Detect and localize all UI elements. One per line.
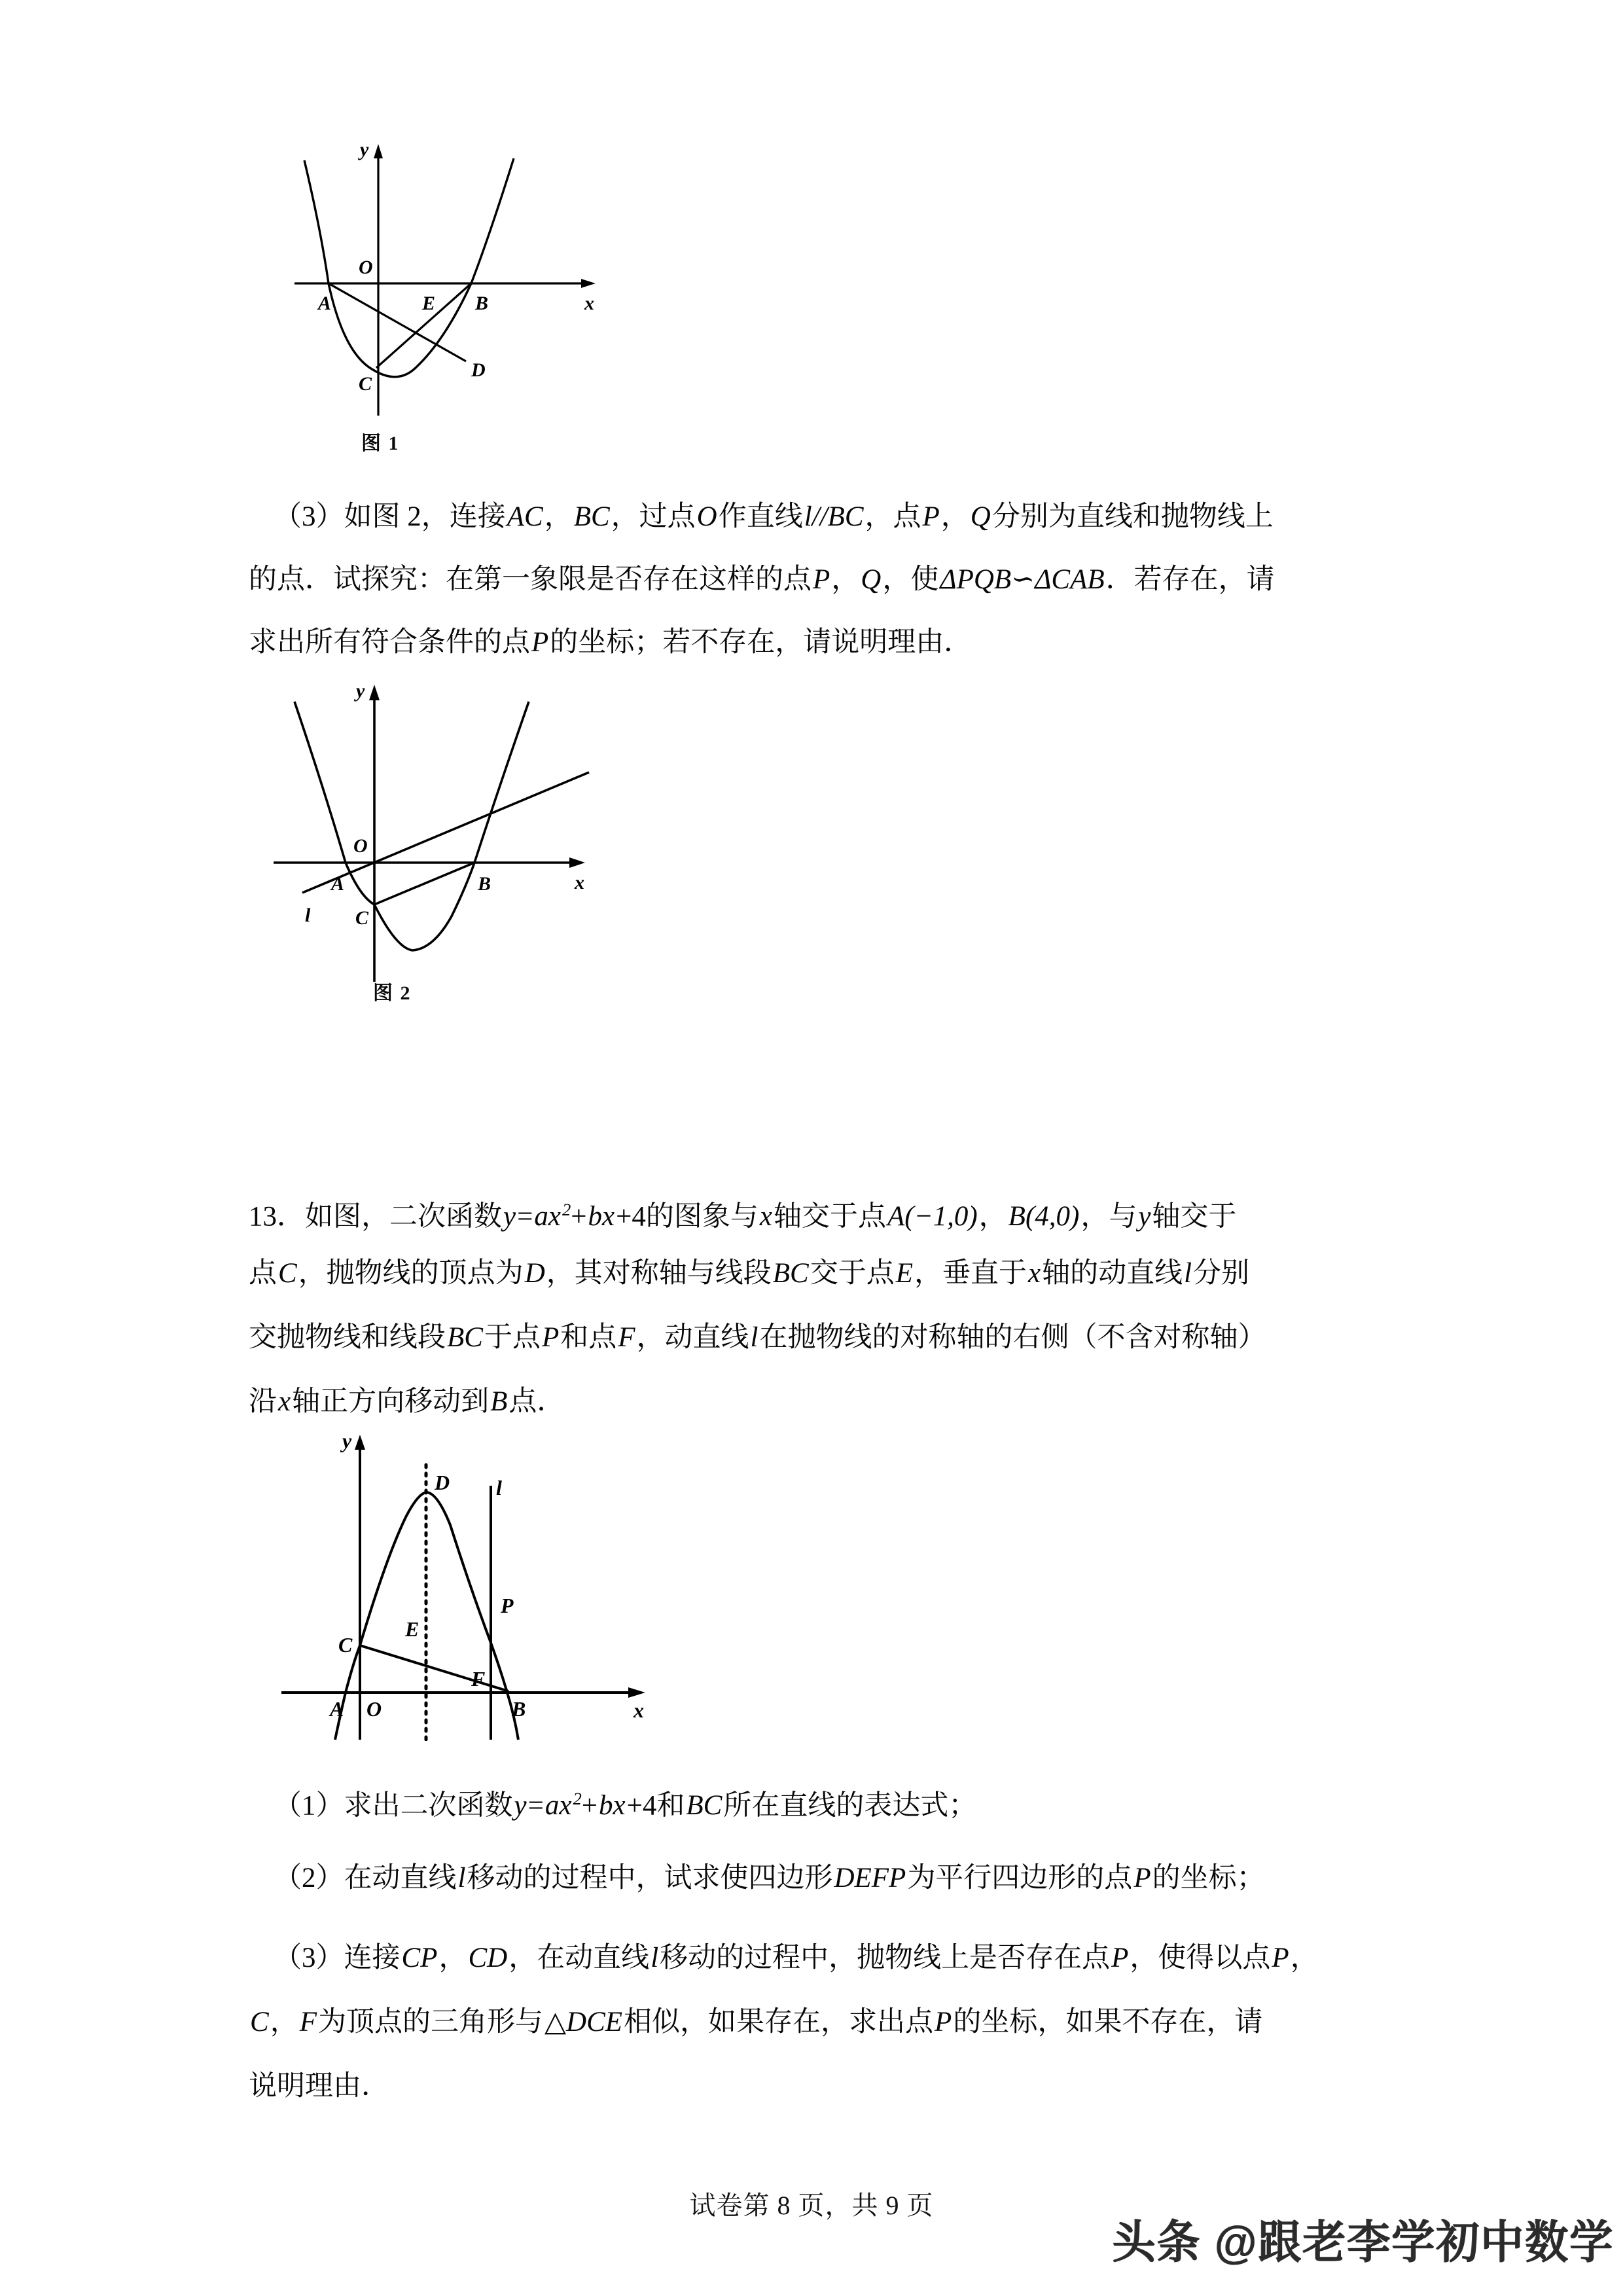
page-footer: 试卷第 8 页，共 9 页 <box>689 2191 934 2220</box>
q12-p3-l2-P: P <box>813 564 830 595</box>
q12-p3-l1-Q: Q <box>970 501 991 532</box>
fig3-label-x-axis: x <box>633 1698 644 1722</box>
fig3-x-arrow <box>628 1687 645 1698</box>
fig3-label-O: O <box>366 1697 382 1721</box>
q13-stem-l1-y: y <box>1138 1201 1151 1232</box>
figure-2 <box>262 674 628 1014</box>
q12-p3-l1-AC: AC <box>507 501 543 532</box>
q13-stem-l2-BC: BC <box>772 1258 809 1289</box>
q13-p3-l1-seg-f: ， <box>1290 1943 1319 1973</box>
q12-p3-l1-BC: BC <box>573 501 610 532</box>
figure-1-caption: 图 1 <box>361 433 400 454</box>
q13-point-A: A(−1,0) <box>887 1201 978 1232</box>
q13-stem-l4-seg-c: 点． <box>508 1386 565 1417</box>
q12-p3-l1-O: O <box>696 501 717 532</box>
q13-stem-l3-seg-c: 和点 <box>560 1322 617 1353</box>
q13-p3-l1-seg-b: ， <box>438 1943 467 1973</box>
fig2-y-arrow <box>369 685 380 700</box>
q13-stem-l4-seg-a: 沿 <box>249 1386 277 1417</box>
q13-stem-l1-seg-f: 轴交于 <box>1152 1201 1237 1232</box>
q13-stem-l2-x: x <box>1027 1258 1041 1289</box>
q12-p3-l2-seg-a: 的点．试探究：在第一象限是否存在这样的点 <box>249 564 812 595</box>
q13-part3-line2 <box>249 1991 1262 2054</box>
q13-p3-l1-seg-d: 移动的过程中，抛物线上是否存在点 <box>660 1943 1111 1973</box>
q12-p3-l2-similar: ΔPQB∽ΔCAB <box>940 564 1105 595</box>
q13-p3-l2-C: C <box>250 2007 269 2037</box>
watermark-text: 头条 @跟老李学初中数学 <box>1113 2216 1614 2268</box>
q13-eq-exponent: 2 <box>562 1200 571 1219</box>
q13-p1-eq-exponent: 2 <box>573 1789 582 1808</box>
q13-p1-eq-y: y <box>514 1790 527 1821</box>
q12-part3-line3 <box>249 611 972 674</box>
fig2-label-O: O <box>353 835 368 857</box>
fig3-y-arrow <box>355 1435 365 1450</box>
fig3-label-P: P <box>501 1594 514 1617</box>
q13-p1-seg-a: （1）求出二次函数 <box>274 1790 513 1821</box>
fig1-label-O: O <box>359 257 373 278</box>
q12-p3-l1-P: P <box>922 501 940 532</box>
q13-p3-l: l <box>651 1943 659 1973</box>
q13-p1-seg-c: 所在直线的表达式； <box>723 1790 977 1821</box>
q13-stem-l2-seg-c: ，其对称轴与线段 <box>546 1258 772 1289</box>
q13-stem-l2-l: l <box>1184 1258 1192 1289</box>
q13-stem-l3-seg-a: 交抛物线和线段 <box>249 1322 446 1353</box>
fig3-label-D: D <box>435 1471 450 1494</box>
q13-p3-l3-text: 说明理由． <box>249 2071 389 2102</box>
q13-stem-l3-BC: BC <box>447 1322 483 1353</box>
q13-stem-l1-seg-d: ， <box>978 1201 1007 1232</box>
q13-stem-l2-C: C <box>278 1258 297 1289</box>
q13-p3-l2-seg-a: ， <box>270 2007 298 2037</box>
q13-p3-l1-seg-a: （3）连接 <box>274 1943 401 1973</box>
fig3-segment-CB <box>360 1645 508 1691</box>
q12-p3-l2-seg-b: ， <box>831 564 860 595</box>
q13-stem-l4-x: x <box>278 1386 291 1417</box>
fig2-parabola <box>294 702 529 950</box>
q13-stem-l1-seg-e: ，与 <box>1080 1201 1137 1232</box>
q13-stem-line1 <box>249 1178 1236 1248</box>
q13-p2-DEFP: DEFP <box>834 1863 906 1893</box>
fig1-parabola <box>304 158 514 377</box>
fig1-y-arrow <box>374 144 383 158</box>
q12-p3-l2-Q: Q <box>861 564 882 595</box>
q13-stem-l2-seg-a: 点 <box>249 1258 277 1289</box>
q13-stem-l2-seg-d: 交于点 <box>810 1258 895 1289</box>
fig2-label-C: C <box>355 907 369 929</box>
q13-p1-eq-equals: = <box>527 1790 544 1821</box>
q12-p3-l3-P: P <box>531 627 549 658</box>
figure-1 <box>281 124 622 465</box>
q13-p1-BC: BC <box>686 1790 722 1821</box>
q12-p3-l1-seg-d: 作直线 <box>718 501 803 532</box>
q13-p3-l1-seg-c: ，在动直线 <box>508 1943 650 1973</box>
q13-p2-P: P <box>1133 1863 1151 1893</box>
q13-p3-triangle-DCE: △DCE <box>544 2007 623 2037</box>
q12-p3-l1-seg-f: ， <box>940 501 969 532</box>
q12-p3-l1-seg-a: （3）如图 2，连接 <box>274 501 506 532</box>
fig2-label-x-axis: x <box>575 872 584 893</box>
q13-p1-seg-b: 和 <box>656 1790 685 1821</box>
watermark-logo <box>1113 2206 1614 2271</box>
q13-stem-l3-seg-d: ，动直线 <box>636 1322 749 1353</box>
q13-p3-l1-seg-e: ，使得以点 <box>1130 1943 1271 1973</box>
q13-p3-l2-F: F <box>299 2007 317 2037</box>
q13-p1-eq-bx: bx <box>599 1790 626 1821</box>
q13-stem-l1-seg-b: 的图象与 <box>645 1201 758 1232</box>
q13-eq-const: 4 <box>632 1201 646 1232</box>
q13-stem-l2-seg-f: 轴的动直线 <box>1042 1258 1183 1289</box>
q13-stem-l2-seg-g: 分别 <box>1193 1258 1250 1289</box>
fig2-label-y-axis: y <box>356 680 365 702</box>
q13-p3-l2-seg-b: 为顶点的三角形与 <box>317 2007 543 2037</box>
figure-1-svg <box>281 124 622 465</box>
q13-p2-seg-b: 移动的过程中，试求使四边形 <box>467 1863 833 1893</box>
q13-p3-l2-P: P <box>935 2007 952 2037</box>
q13-eq-y: y <box>503 1201 516 1232</box>
q13-stem-line2 <box>249 1242 1249 1305</box>
q13-stem-l3-F: F <box>618 1322 635 1353</box>
q13-eq-bx: bx <box>588 1201 615 1232</box>
q13-stem-l2-D: D <box>524 1258 545 1289</box>
q13-eq-ax: ax <box>534 1201 561 1232</box>
q13-p1-eq-const: 4 <box>642 1790 657 1821</box>
q12-p3-l1-seg-e: ，点 <box>865 501 921 532</box>
q13-part3-line3 <box>249 2055 389 2118</box>
q12-part3-line1 <box>274 486 1274 548</box>
figure-2-caption: 图 2 <box>373 982 412 1004</box>
q13-stem-l2-E: E <box>895 1258 913 1289</box>
q12-p3-l3-seg-b: 的坐标；若不存在，请说明理由． <box>550 627 972 658</box>
fig1-label-E: E <box>422 293 436 314</box>
fig3-label-B: B <box>512 1697 526 1721</box>
q13-stem-l1-seg-c: 轴交于点 <box>774 1201 886 1232</box>
q12-p3-l1-seg-c: ，过点 <box>611 501 696 532</box>
fig3-label-A: A <box>330 1697 344 1721</box>
fig1-x-arrow <box>581 279 596 288</box>
q13-point-B: B(4,0) <box>1008 1201 1080 1232</box>
q13-p2-l: l <box>457 1863 466 1893</box>
q12-p3-l3-seg-a: 求出所有符合条件的点 <box>249 627 530 658</box>
q13-stem-l2-seg-b: ，抛物线的顶点为 <box>298 1258 524 1289</box>
q12-p3-l2-seg-d: ．若存在，请 <box>1105 564 1275 595</box>
q13-part3-line1 <box>274 1927 1319 1990</box>
fig1-label-x-axis: x <box>584 293 594 314</box>
figure-3 <box>275 1427 668 1741</box>
fig3-label-l: l <box>496 1476 502 1499</box>
fig3-label-C: C <box>338 1633 353 1657</box>
q13-part2 <box>274 1847 1265 1910</box>
q13-p3-l2-seg-c: 相似，如果存在，求出点 <box>624 2007 934 2037</box>
q13-stem-l2-seg-e: ，垂直于 <box>914 1258 1027 1289</box>
q12-p3-l1-lBC: l//BC <box>804 501 864 532</box>
q13-p1-eq-ax: ax <box>544 1790 572 1821</box>
fig1-label-C: C <box>359 373 372 395</box>
q13-p3-P1: P <box>1111 1943 1129 1973</box>
q13-stem-l4-seg-b: 轴正方向移动到 <box>292 1386 490 1417</box>
figure-3-svg <box>275 1427 668 1741</box>
q12-p3-l1-seg-b: ， <box>544 501 573 532</box>
q13-part1 <box>274 1767 976 1837</box>
q13-eq-equals: = <box>517 1201 533 1232</box>
fig3-label-y-axis: y <box>342 1429 352 1452</box>
q13-p3-CP: CP <box>401 1943 438 1973</box>
q13-stem-line3 <box>249 1306 1266 1369</box>
q13-p2-seg-c: 为平行四边形的点 <box>907 1863 1133 1893</box>
q13-stem-l3-P: P <box>541 1322 560 1353</box>
q13-stem-line4 <box>249 1371 565 1433</box>
q12-p3-l1-seg-g: 分别为直线和抛物线上 <box>991 501 1274 532</box>
fig2-label-B: B <box>478 873 491 895</box>
q12-part3-line2 <box>249 548 1275 611</box>
q13-stem-l3-seg-e: 在抛物线的对称轴的右侧（不含对称轴） <box>759 1322 1266 1353</box>
q13-stem-l3-l: l <box>750 1322 758 1353</box>
q13-p2-seg-d: 的坐标； <box>1152 1863 1265 1893</box>
fig2-label-l: l <box>305 905 311 926</box>
fig3-label-E-pt: E <box>405 1617 419 1641</box>
q13-stem-l1-x: x <box>759 1201 772 1232</box>
q13-p3-CD: CD <box>468 1943 508 1973</box>
q13-stem-l1-seg-a: 13．如图，二次函数 <box>249 1201 502 1232</box>
fig1-label-y-axis: y <box>360 139 369 160</box>
q13-stem-l4-B: B <box>490 1386 508 1417</box>
q13-p2-seg-a: （2）在动直线 <box>274 1863 457 1893</box>
fig2-label-A: A <box>331 873 345 895</box>
q13-p3-P2: P <box>1272 1943 1289 1973</box>
q13-eq-plus-1: + <box>571 1201 587 1232</box>
q13-stem-l3-seg-b: 于点 <box>484 1322 541 1353</box>
q13-eq-plus-2: + <box>616 1201 632 1232</box>
fig1-label-B: B <box>475 293 489 314</box>
q12-p3-l2-seg-c: ，使 <box>882 564 939 595</box>
q13-p1-eq-plus-2: + <box>626 1790 643 1821</box>
fig1-label-D: D <box>471 359 486 381</box>
fig2-x-arrow <box>569 857 585 868</box>
q13-p1-eq-plus-1: + <box>581 1790 598 1821</box>
fig1-label-A: A <box>318 293 332 314</box>
fig3-label-F: F <box>471 1667 486 1691</box>
figure-2-svg <box>262 674 628 1014</box>
q13-p3-l2-seg-d: 的坐标，如果不存在，请 <box>953 2007 1263 2037</box>
